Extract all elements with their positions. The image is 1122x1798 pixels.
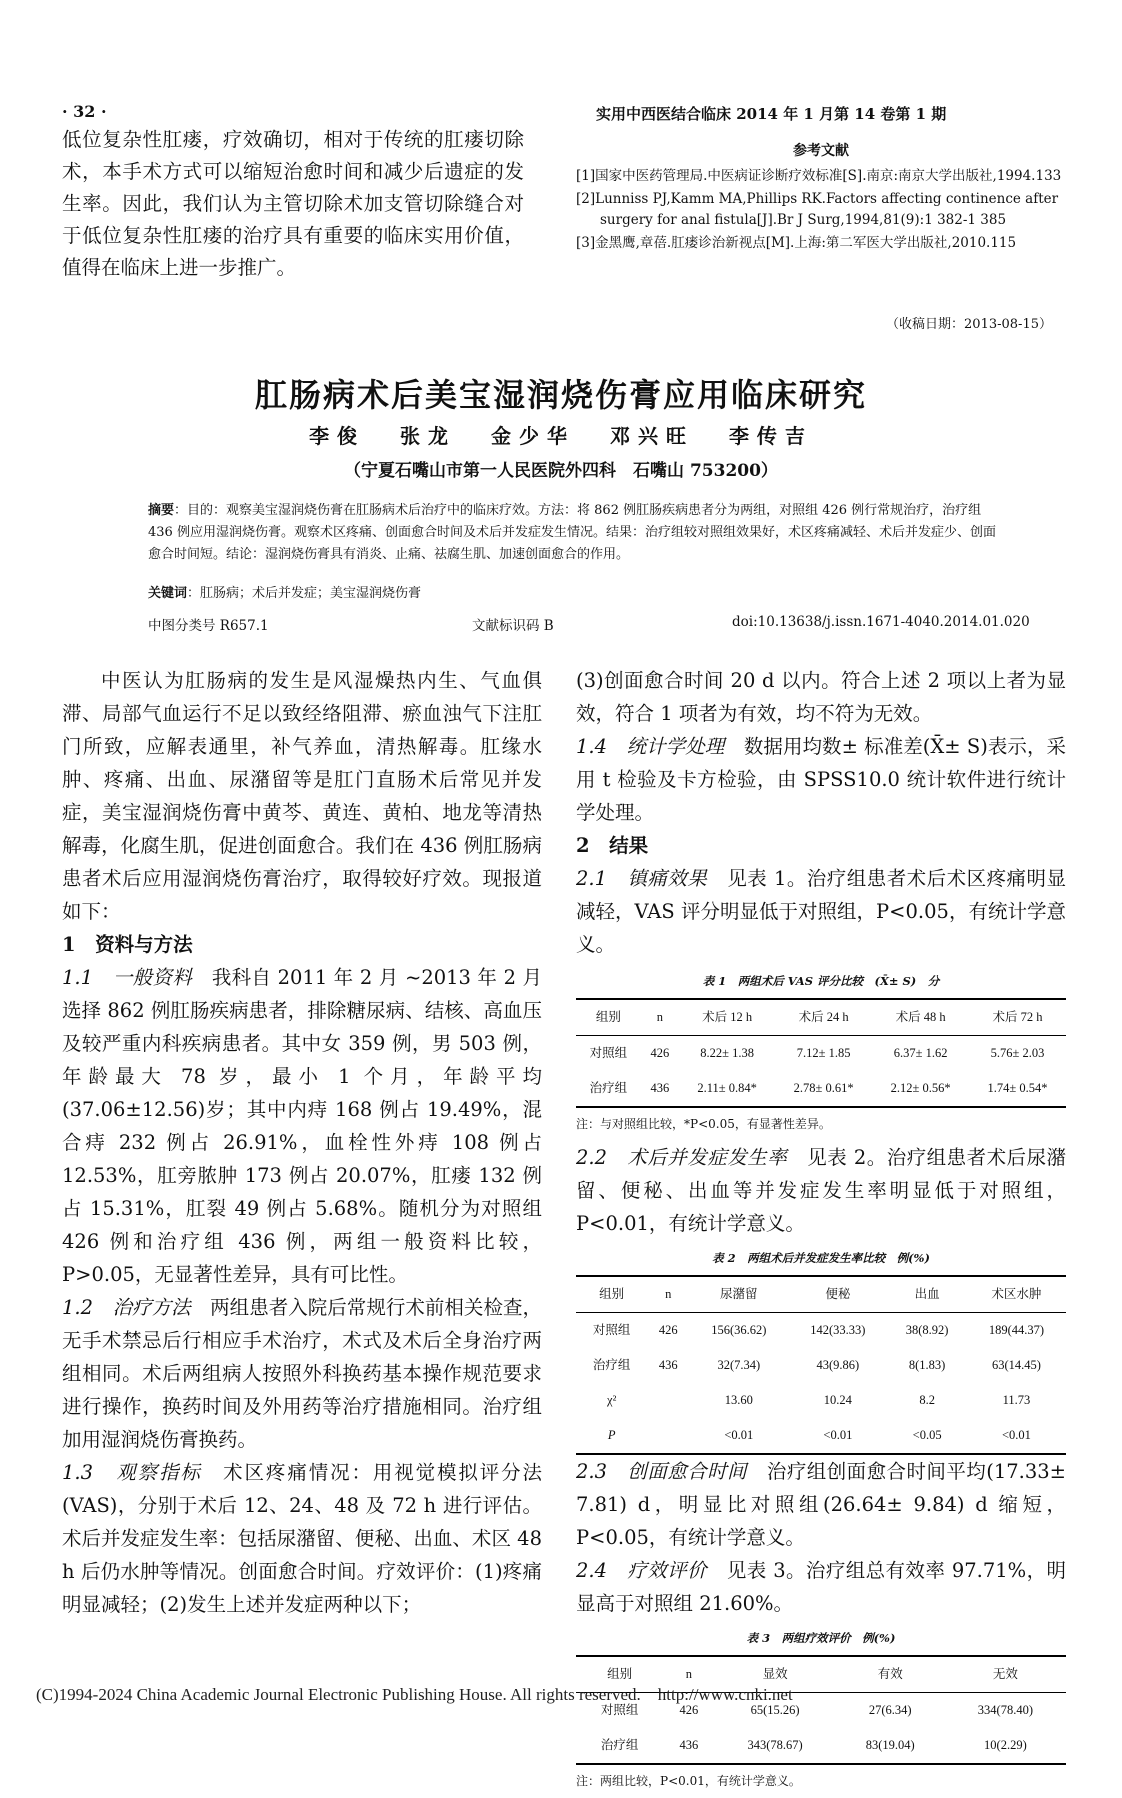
author: 邓兴旺 (609, 424, 694, 448)
keywords-label: 关键词 (148, 586, 188, 601)
references-list (576, 166, 1066, 254)
table-cell: 1.74± 0.54* (969, 1071, 1066, 1107)
references-title: 参考文献 (793, 143, 849, 159)
table-cell: 38(8.92) (905, 1323, 949, 1337)
subsection-text: 见表 3。治疗组总有效率 97.71%，明显高于对照组 21.60%。 (576, 1559, 1066, 1615)
table-2 (576, 1275, 1066, 1455)
table-cell: 13.60 (724, 1393, 753, 1407)
table-1-block (576, 965, 1066, 1141)
table-1 (576, 998, 1066, 1108)
table-cell: 426 (650, 1046, 670, 1060)
table-row (576, 1313, 1066, 1349)
prev-article-text: 低位复杂性肛瘘，疗效确切，相对于传统的肛瘘切除术，本手术方式可以缩短治愈时间和减少后遗症的发生率。因此，我们认为主管切除术加支管切除缝合对于低位复杂性肛瘘的治疗具有重要的临床实用价值，值得在临床上进一步推广。 (62, 128, 524, 279)
paragraph-1-4 (576, 730, 1066, 829)
table-cell: 11.73 (1002, 1393, 1031, 1407)
table-1-caption: 表 1 两组术后 VAS 评分比较 (X̄± S) 分 (702, 974, 940, 988)
subsection-text: 两组患者入院后常规行术前相关检查，无手术禁忌后行相应手术治疗，术式及术后全身治疗两组相同。术后两组病人按照外科换药基本操作规范要求进行操作，换药时间及外用药等治疗措施相同。治疗组加用湿润烧伤膏换药。 (62, 1296, 542, 1451)
abstract-text: ：目的：观察美宝湿润烧伤膏在肛肠病术后治疗中的临床疗效。方法：将 862 例肛肠疾病患者分为两组，对照组 426 例行常规治疗，治疗组 436 例应用湿润烧伤膏。观察术区疼痛、创面愈合时间及术后并发症发生情况。结果：治疗组较对照组效果好，术区疼痛减轻、术后并发症少、创面愈合时间短。结论：湿润烧伤膏具有消炎、止痛、祛腐生肌、加速创面愈合的作用。 (148, 503, 996, 562)
received-date: （收稿日期：2013-08-15） (886, 317, 1052, 332)
table-row (576, 1036, 1066, 1072)
paragraph-1-3 (62, 1456, 542, 1621)
table-cell: 27(6.34) (868, 1703, 912, 1717)
document-code: 文献标识码 B (472, 618, 554, 634)
table-header: 尿潴留 (689, 1276, 788, 1313)
table-cell: 8.22± 1.38 (700, 1046, 754, 1060)
table-cell: <0.01 (967, 1418, 1066, 1454)
subsection-heading: 2.4 疗效评价 (576, 1559, 707, 1582)
table-header: n (647, 1276, 689, 1313)
table-row (576, 1728, 1066, 1764)
author: 金少华 (491, 424, 575, 448)
table-cell: 43(9.86) (816, 1358, 860, 1372)
table-header: 术后 24 h (775, 999, 872, 1036)
table-3-block (576, 1622, 1066, 1798)
copyright-footer: (C)1994-2024 China Academic Journal Electronic Publishing House. All rights reserved. http://www.cnki.net (36, 1685, 793, 1704)
paragraph-2-3 (576, 1455, 1066, 1554)
table-cell: <0.01 (689, 1418, 788, 1454)
references-section (576, 140, 1066, 256)
table-cell: 7.12± 1.85 (796, 1046, 851, 1060)
table-header: 术后 12 h (679, 999, 775, 1036)
table-cell: <0.05 (887, 1418, 966, 1454)
table-cell: 65(15.26) (750, 1703, 800, 1717)
table-1-note: 注：与对照组比较，*P<0.05，有显著性差异。 (576, 1117, 831, 1131)
previous-article-tail (62, 124, 524, 284)
subsection-heading: 1.1 一般资料 (62, 966, 193, 989)
left-column (62, 664, 542, 1621)
table-cell: 142(33.33) (810, 1323, 866, 1337)
section-heading: 2 结果 (576, 834, 649, 857)
table-cell: 436 (658, 1358, 678, 1372)
affiliation: （宁夏石嘴山市第一人民医院外四科 石嘴山 753200） (344, 461, 778, 481)
table-cell: 对照组 (592, 1323, 631, 1337)
table-cell: 32(7.34) (717, 1358, 761, 1372)
subsection-heading: 1.2 治疗方法 (62, 1296, 191, 1319)
table-header: 便秘 (788, 1276, 887, 1313)
doi: doi:10.13638/j.issn.1671-4040.2014.01.020 (732, 614, 1030, 630)
table-cell: 2.78± 0.61* (775, 1071, 872, 1107)
table-3 (576, 1655, 1066, 1765)
table-row (576, 1418, 1066, 1454)
subsection-text: 术区疼痛情况：用视觉模拟评分法(VAS)，分别于术后 12、24、48 及 72 h 进行评估。术后并发症发生率：包括尿潴留、便秘、出血、术区 48 h 后仍水肿等情况。创面愈合时间。疗效评价：(1)疼痛明显减轻；(2)发生上述并发症两种以下； (62, 1461, 542, 1616)
table-3-caption: 表 3 两组疗效评价 例(%) (746, 1631, 896, 1645)
table-cell: 343(78.67) (715, 1728, 836, 1764)
table-cell: 436 (663, 1728, 714, 1764)
table-header: 组别 (576, 999, 641, 1036)
author: 张龙 (400, 424, 457, 448)
table-header: 有效 (836, 1656, 945, 1693)
table-2-caption: 表 2 两组术后并发症发生率比较 例(%) (712, 1251, 930, 1265)
table-cell: <0.01 (788, 1418, 887, 1454)
table-cell: 治疗组 (592, 1358, 631, 1372)
subsection-heading: 1.4 统计学处理 (576, 735, 725, 758)
paragraph-1-1 (62, 961, 542, 1291)
table-header: 出血 (887, 1276, 966, 1313)
table-header: n (641, 999, 679, 1036)
table-header: n (663, 1656, 714, 1693)
table-cell: 436 (641, 1071, 679, 1107)
subsection-heading: 2.2 术后并发症发生率 (576, 1146, 788, 1169)
table-cell: 189(44.37) (988, 1323, 1045, 1337)
table-row (576, 1383, 1066, 1418)
table-cell: 426 (679, 1703, 699, 1717)
table-cell: 10(2.29) (945, 1728, 1066, 1764)
table-cell: 83(19.04) (836, 1728, 945, 1764)
section-heading: 1 资料与方法 (62, 933, 193, 956)
table-cell: 8.2 (919, 1393, 935, 1407)
subsection-heading: 1.3 观察指标 (62, 1461, 202, 1484)
table-header: 术区水肿 (967, 1276, 1066, 1313)
table-row (576, 1071, 1066, 1107)
subsection-text: 见表 2。治疗组患者术后尿潴留、便秘、出血等并发症发生率明显低于对照组，P<0.01，有统计学意义。 (576, 1146, 1067, 1235)
table-row (576, 1348, 1066, 1383)
subsection-heading: 2.1 镇痛效果 (576, 867, 708, 890)
right-column (576, 664, 1066, 1798)
table-cell: P (576, 1418, 647, 1454)
author: 李传吉 (728, 424, 813, 448)
table-3-note: 注：两组比较，P<0.01，有统计学意义。 (576, 1774, 801, 1788)
paragraph-2-4 (576, 1554, 1066, 1620)
table-cell: 对照组 (600, 1703, 639, 1717)
table-2-block (576, 1242, 1066, 1455)
keywords-text: ：肛肠病；术后并发症；美宝湿润烧伤膏 (187, 586, 422, 601)
paragraph-2-1 (576, 862, 1066, 961)
author: 李俊 (309, 424, 366, 448)
reference-item: [1]国家中医药管理局.中医病证诊断疗效标准[S].南京:南京大学出版社,1994.133 (576, 168, 1062, 184)
table-header: 无效 (945, 1656, 1066, 1693)
table-cell: 426 (658, 1323, 678, 1337)
table-cell: 2.12± 0.56* (872, 1071, 969, 1107)
subsection-text: 我科自 2011 年 2 月 ~2013 年 2 月选择 862 例肛肠疾病患者，排除糖尿病、结核、高血压及较严重内科疾病患者。其中女 359 例，男 503 例，年龄最大 78 岁，最小 1 个月，年龄平均(37.06±12.56)岁；其中内痔 168 例占 19.49%，混合痔 232 例占 26.91%，血栓性外痔 108 例占 12.53%，肛旁脓肿 173 例占 20.07%，肛瘘 132 例占 15.31%，肛裂 49 例占 5.68%。随机分为对照组 426 例和治疗组 436 例，两组一般资料比较，P>0.05，无显著性差异，具有可比性。 (62, 966, 543, 1286)
table-cell: 治疗组 (576, 1728, 663, 1764)
article-title: 肛肠病术后美宝湿润烧伤膏应用临床研究 (254, 376, 867, 414)
table-cell: 2.11± 0.84* (679, 1071, 775, 1107)
table-cell: 63(14.45) (991, 1358, 1041, 1372)
table-cell: 10.24 (823, 1393, 852, 1407)
table-cell: 334(78.40) (977, 1703, 1033, 1717)
authors (0, 420, 1122, 449)
subsection-text: 见表 1。治疗组患者术后术区疼痛明显减轻，VAS 评分明显低于对照组，P<0.05，有统计学意义。 (576, 867, 1066, 956)
paragraph-criteria: (3)创面愈合时间 20 d 以内。符合上述 2 项以上者为显效，符合 1 项者为有效，均不符为无效。 (576, 669, 1066, 725)
journal-header: 实用中西医结合临床 2014 年 1 月第 14 卷第 1 期 (596, 105, 947, 123)
keywords (148, 582, 421, 601)
table-header: 组别 (576, 1276, 647, 1313)
paragraph-2-2 (576, 1141, 1066, 1240)
table-cell (647, 1418, 689, 1454)
table-cell: 156(36.62) (711, 1323, 767, 1337)
table-cell: 5.76± 2.03 (990, 1046, 1045, 1060)
abstract-label: 摘要 (148, 503, 175, 518)
page-number: · 32 · (62, 102, 107, 121)
subsection-heading: 2.3 创面愈合时间 (576, 1460, 747, 1483)
table-cell: 对照组 (589, 1046, 628, 1060)
paragraph-1-2 (62, 1291, 542, 1456)
subsection-text: 数据用均数± 标准差(X̄± S)表示，采用 t 检验及卡方检验，由 SPSS10.0 统计软件进行统计学处理。 (576, 735, 1067, 824)
table-header: 显效 (715, 1656, 836, 1693)
table-header: 组别 (576, 1656, 663, 1693)
table-cell (647, 1383, 689, 1418)
table-cell: 8(1.83) (908, 1358, 946, 1372)
classification-number: 中图分类号 R657.1 (148, 618, 269, 634)
reference-item: [3]金黑鹰,章蓓.肛瘘诊治新视点[M].上海:第二军医大学出版社,2010.115 (576, 235, 1017, 251)
abstract (148, 500, 1008, 566)
table-cell: 治疗组 (576, 1071, 641, 1107)
subsection-text: 治疗组创面愈合时间平均(17.33± 7.81) d，明显比对照组(26.64± 9.84) d 缩短，P<0.05，有统计学意义。 (576, 1460, 1066, 1549)
table-cell: 6.37± 1.62 (893, 1046, 948, 1060)
reference-item: [2]Lunniss PJ,Kamm MA,Phillips RK.Factors affecting continence after surgery for anal fistula[J].Br J Surg,1994,81(9):1 382-1 385 (576, 191, 1059, 228)
table-header: 术后 72 h (969, 999, 1066, 1036)
intro-paragraph: 中医认为肛肠病的发生是风湿燥热内生、气血俱滞、局部气血运行不足以致经络阻滞、瘀血浊气下注肛门所致，应解表通里，补气养血，清热解毒。肛缘水肿、疼痛、出血、尿潴留等是肛门直肠术后常见并发症，美宝湿润烧伤膏中黄芩、黄连、黄柏、地龙等清热解毒，化腐生肌，促进创面愈合。我们在 436 例肛肠病患者术后应用湿润烧伤膏治疗，取得较好疗效。现报道如下： (62, 669, 542, 923)
table-cell: χ² (607, 1393, 617, 1407)
table-header: 术后 48 h (872, 999, 969, 1036)
